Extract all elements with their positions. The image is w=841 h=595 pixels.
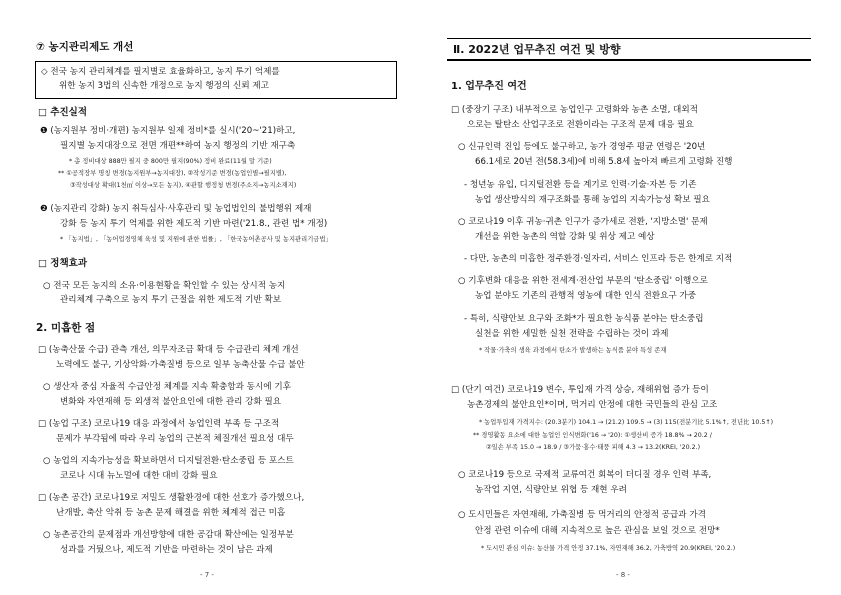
a-sub2-line1: ○ 코로나19 이후 귀농·귀촌 인구가 증가세로 전환, '지방소멸' 문제 [458, 217, 708, 227]
a-line2: 으로는 탈탄소 산업구조로 전환이라는 구조적 문제 대응 필요 [467, 120, 694, 130]
a-dash1-line1: - 청년농 유입, 디지털전환 등을 계기로 인력·기술·자본 등 기존 [464, 180, 697, 190]
summary-line-2: 위한 농지 3법의 신속한 개정으로 농지 행정의 신뢰 제고 [59, 81, 269, 91]
p2-sub2: 코로나 시대 뉴노멀에 대한 대비 강화 필요 [60, 471, 218, 481]
a-sub3-line1: ○ 기후변화 대응을 위한 전세계·전산업 부문의 '탄소중립' 이행으로 [458, 276, 708, 286]
b-sub1-line1: ○ 코로나19 등으로 국제적 교류여건 회복이 더디질 경우 인력 부족, [458, 470, 712, 480]
b-sub2-line1: ○ 도시민들은 자연재해, 가축질병 등 먹거리의 안정적 공급과 가격 [458, 510, 706, 520]
summary-line-1: ◇ 전국 농지 관리체계를 필지별로 효율화하고, 농지 투기 억제를 [41, 67, 280, 77]
item1-line2: 필지별 농지대장으로 전면 개편**하여 농지 행정의 기반 재구축 [60, 141, 296, 151]
p3-line1: □ (농촌 공간) 코로나19로 저밀도 생활환경에 대한 선호가 증가했으나, [38, 493, 305, 503]
item1-line1: ❶ (농지원부 정비·개편) 농지원부 일제 정비*를 실시('20~'21)하고, [40, 126, 296, 136]
a-sub3-line2: 농업 분야도 기존의 관행적 영농에 대한 인식 전환요구 가중 [475, 291, 697, 301]
b-note1: * 농업투입재 가격지수: (20.3분기) 104.1 → (21.2) 109.5 → (3) 115(전분기比 5.1%↑, 전년比 10.5↑) [479, 419, 774, 426]
a-dash3-line2: 실천을 위한 세밀한 실천 전략을 수립하는 것이 과제 [475, 329, 669, 339]
b-line1: □ (단기 여건) 코로나19 변수, 투입재 가격 상승, 재해위협 증가 등이 [451, 385, 709, 395]
b-sub1-line2: 농작업 지연, 식량안보 위협 등 재현 우려 [475, 485, 627, 495]
page-number-right: - 8 - [616, 571, 630, 579]
right-title: Ⅱ. 2022년 업무추진 여건 및 방향 [453, 43, 621, 56]
p2-line1: □ (농업 구조) 코로나19 대응 과정에서 농업인력 부족 등 구조적 [38, 419, 280, 429]
a-sub1-line1: ○ 신규인력 진입 등에도 불구하고, 농가 경영주 평균 연령은 '20년 [458, 142, 706, 152]
b-note3: ②일손 부족 15.0 → 18.9 / ③가뭄·홍수·태풍 피해 4.3 → 13.2(KREI, '20.2.) [486, 444, 701, 451]
p1-sub1: ○ 생산자 중심 자율적 수급안정 체계를 지속 확충함과 동시에 기후 [43, 382, 291, 392]
item1-note2: ** ①공적장부 명칭 변경(농지원부→농지대장), ②작성기준 변경(농업인별→필지별), [58, 170, 287, 177]
a-note: * 작물·가축의 생육 과정에서 탄소가 발생하는 농식품 분야 특성 존재 [479, 347, 667, 354]
section-shortcomings: 2. 미흡한 점 [36, 322, 96, 334]
section-effects: □ 정책효과 [38, 258, 87, 269]
item2-line1: ❷ (농지관리 강화) 농지 취득심사·사후관리 및 농업법인의 불법행위 제재 [40, 204, 312, 214]
b-line2: 농촌경제의 불안요인*이며, 먹거리 안정에 대한 국민들의 관심 고조 [467, 400, 718, 410]
b-note4: * 도시민 관심 이슈: 농산물 가격 안정 37.1%, 자연재해 36.2, 가축방역 20.9(KREI, '20.2.) [481, 545, 736, 552]
a-dash3-line1: - 특히, 식량안보 요구와 조화*가 필요한 농식품 분야는 탄소중립 [464, 314, 704, 324]
page-number-left: - 7 - [200, 571, 214, 579]
item1-note1: * 총 정비대상 888만 필지 중 800만 필지(90%) 정비 완료(11월 말 기준) [69, 158, 272, 165]
effect-line1: ○ 전국 모든 농지의 소유·이용현황을 확인할 수 있는 상시적 농지 [43, 281, 286, 291]
b-note2: ** 경영활동 요소에 대한 농업인 인식변화('16 → '20): ①생산비 증가 18.8% → 20.2 / [473, 432, 712, 439]
item2-note: * 「농지법」, 「농어업경영체 육성 및 지원에 관한 법률」, 「한국농어촌공사 및 농지관리기금법」 [60, 236, 332, 243]
p3-sub1: ○ 농촌공간의 문제점과 개선방향에 대한 공감대 확산에는 일정부분 [43, 530, 294, 540]
item2-line2: 강화 등 농지 투기 억제를 위한 제도적 기반 마련('21.8., 관련 법* 개정) [60, 219, 328, 229]
item1-note3: ③작성대상 확대(1천㎡ 이상→모든 농지), ④관할 행정청 변경(주소지→농지소재지) [70, 182, 297, 189]
page-left [0, 0, 420, 595]
a-line1: □ (중장기 구조) 내부적으로 농업인구 고령화와 농촌 소멸, 대외적 [451, 105, 698, 115]
p2-sub1: ○ 농업의 지속가능성을 확보하면서 디지털전환·탄소중립 등 포스트 [43, 456, 294, 466]
page-right [421, 0, 841, 595]
p1-line2: 노력에도 불구, 기상악화·가축질병 등으로 일부 농축산물 수급 불안 [56, 360, 305, 370]
section-achievements: □ 추진실적 [38, 107, 87, 118]
p3-sub2: 성과를 거뒀으나, 제도적 기반을 마련하는 것이 남은 과제 [60, 545, 273, 555]
b-sub2-line2: 안정 관련 이슈에 대해 지속적으로 높은 관심을 보일 것으로 전망* [475, 526, 720, 536]
a-sub1-line2: 66.1세로 20년 전(58.3세)에 비해 5.8세 높아져 빠르게 고령화 진행 [475, 157, 733, 167]
p2-line2: 문제가 부각됨에 따라 우리 농업의 근본적 체질개선 필요성 대두 [56, 434, 294, 444]
p1-line1: □ (농축산물 수급) 관측 개선, 의무자조금 확대 등 수급관리 체계 개선 [38, 345, 299, 355]
p3-line2: 난개발, 축산 악취 등 농촌 문제 해결을 위한 체계적 접근 미흡 [56, 508, 286, 518]
a-dash2: - 다만, 농촌의 미흡한 정주환경·일자리, 서비스 인프라 등은 한계로 지적 [464, 254, 733, 264]
p1-sub2: 변화와 자연재해 등 외생적 불안요인에 대한 관리 강화 필요 [60, 397, 282, 407]
effect-line2: 관리체계 구축으로 농지 투기 근절을 위한 제도적 기반 확보 [60, 295, 282, 305]
section-heading-7: ⑦ 농지관리제도 개선 [36, 41, 134, 53]
section-conditions: 1. 업무추진 여건 [451, 81, 527, 92]
a-sub2-line2: 개선을 위한 농촌의 역할 강화 및 위상 제고 예상 [475, 232, 655, 242]
a-dash1-line2: 농업 생산방식의 재구조화를 통해 농업의 지속가능성 확보 필요 [475, 195, 710, 205]
